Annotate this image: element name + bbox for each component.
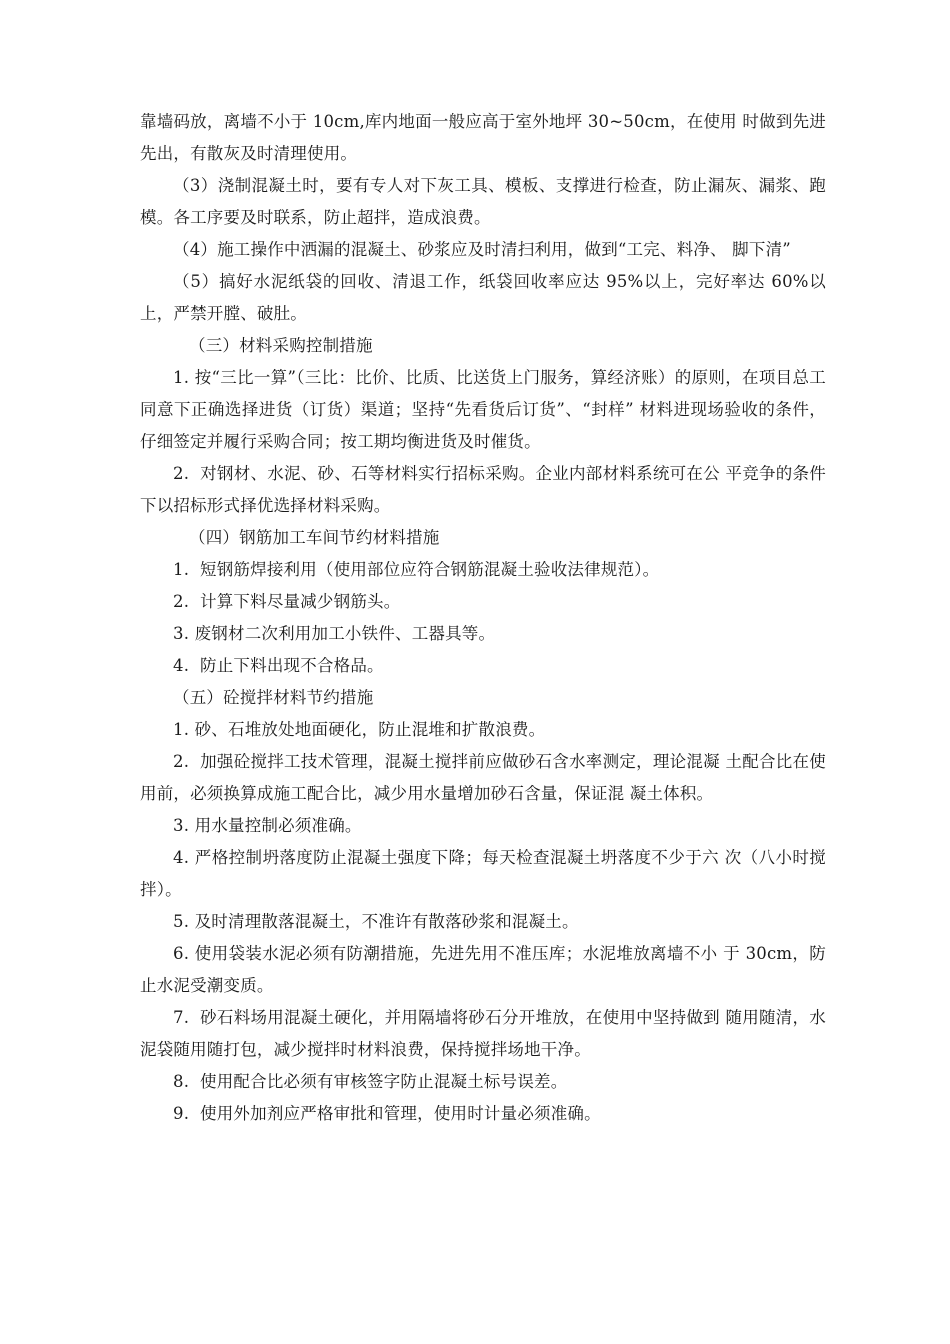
paragraph-mixing-3: 3. 用水量控制必须准确。 bbox=[173, 816, 362, 835]
paragraph-item-4-spill-cleanup: （4）施工操作中洒漏的混凝土、砂浆应及时清扫利用，做到“工完、料净、 脚下清” bbox=[173, 240, 791, 259]
paragraph-mixing-2: 2. 加强砼搅拌工技术管理，混凝土搅拌前应做砂石含水率测定，理论混凝 土配合比在使用前，必须换算成施工配合比，减少用水量增加砂石含量，保证混 凝土体积。 bbox=[140, 752, 826, 803]
section-heading-procurement: （三）材料采购控制措施 bbox=[189, 336, 373, 355]
paragraph-mixing-6: 6. 使用袋装水泥必须有防潮措施，先进先用不准压库；水泥堆放离墙不小 于 30cm，防止水泥受潮变质。 bbox=[140, 944, 826, 995]
paragraph-rebar-2: 2. 计算下料尽量减少钢筋头。 bbox=[173, 592, 401, 611]
paragraph-mixing-9: 9. 使用外加剂应严格审批和管理，使用时计量必须准确。 bbox=[173, 1104, 601, 1123]
paragraph-rebar-4: 4. 防止下料出现不合格品。 bbox=[173, 656, 384, 675]
paragraph-mixing-5: 5. 及时清理散落混凝土，不准许有散落砂浆和混凝土。 bbox=[173, 912, 579, 931]
paragraph-mixing-7: 7. 砂石料场用混凝土硬化，并用隔墙将砂石分开堆放，在使用中坚持做到 随用随清，水泥袋随用随打包，减少搅拌时材料浪费，保持搅拌场地干净。 bbox=[140, 1008, 826, 1059]
document-body bbox=[140, 106, 826, 1130]
paragraph-mixing-4: 4. 严格控制坍落度防止混凝土强度下降；每天检查混凝土坍落度不少于六 次（八小时搅拌）。 bbox=[140, 848, 826, 899]
paragraph-mixing-1: 1. 砂、石堆放处地面硬化，防止混堆和扩散浪费。 bbox=[173, 720, 546, 739]
paragraph-rebar-3: 3. 废钢材二次利用加工小铁件、工器具等。 bbox=[173, 624, 496, 643]
section-heading-concrete-mixing: （五）砼搅拌材料节约措施 bbox=[173, 688, 374, 707]
paragraph-rebar-1: 1. 短钢筋焊接利用（使用部位应符合钢筋混凝土验收法律规范）。 bbox=[173, 560, 660, 579]
paragraph-cement-storage-continued: 靠墙码放，离墙不小于 10cm,库内地面一般应高于室外地坪 30~50cm，在使用 时做到先进先出，有散灰及时清理使用。 bbox=[140, 112, 826, 163]
paragraph-procurement-1: 1. 按“三比一算”（三比：比价、比质、比送货上门服务，算经济账）的原则，在项目总工同意下正确选择进货（订货）渠道；坚持“先看货后订货”、“封样” 材料进现场验收的条件，仔细签定并履行采购合同；按工期均衡进货及时催货。 bbox=[140, 368, 826, 451]
paragraph-item-3-concrete-pouring: （3）浇制混凝土时，要有专人对下灰工具、模板、支撑进行检查，防止漏灰、漏浆、跑模。各工序要及时联系，防止超拌，造成浪费。 bbox=[140, 176, 826, 227]
paragraph-item-5-cement-bags: （5）搞好水泥纸袋的回收、清退工作，纸袋回收率应达 95%以上，完好率达 60%以上，严禁开膛、破肚。 bbox=[140, 272, 826, 323]
paragraph-procurement-2: 2. 对钢材、水泥、砂、石等材料实行招标采购。企业内部材料系统可在公 平竞争的条件下以招标形式择优选择材料采购。 bbox=[140, 464, 826, 515]
paragraph-mixing-8: 8. 使用配合比必须有审核签字防止混凝土标号误差。 bbox=[173, 1072, 568, 1091]
section-heading-rebar-workshop: （四）钢筋加工车间节约材料措施 bbox=[189, 528, 440, 547]
